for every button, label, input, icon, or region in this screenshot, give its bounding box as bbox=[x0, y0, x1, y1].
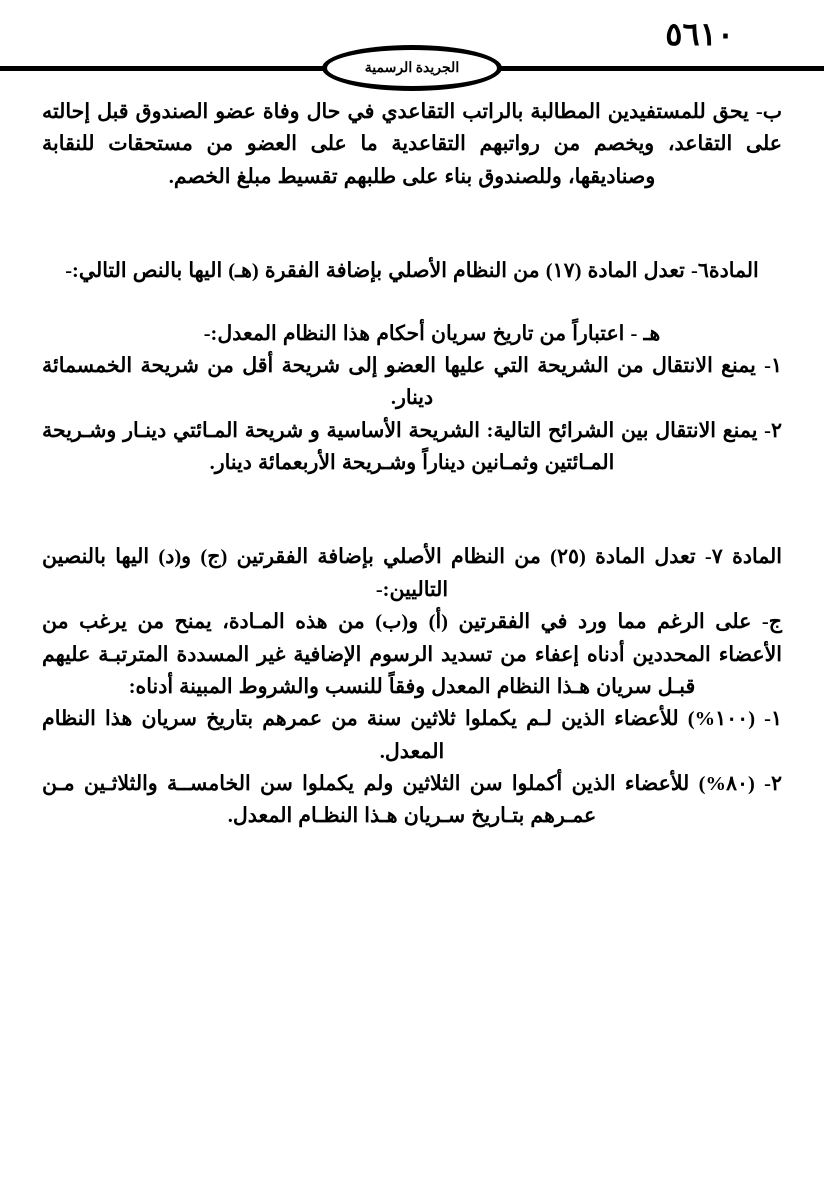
page-header bbox=[0, 0, 824, 92]
article-7-list-item-1: ١- (١٠٠%) للأعضاء الذين لـم يكملوا ثلاثين سنة من عمرهم بتاريخ سريان هذا النظام المعدل. bbox=[42, 708, 783, 763]
document-body bbox=[42, 96, 782, 833]
paragraph-b: ب- يحق للمستفيدين المطالبة بالراتب التقاعدي في حال وفاة عضو الصندوق قبل إحالته على التقاعد، ويخصم من رواتبهم التقاعدية ما على العضو من مستحقات للنقابة وصناديقها، وللصندوق بناء على طلبهم تقسيط مبلغ الخصم. bbox=[42, 101, 782, 188]
article-7-paragraph-j: ج- على الرغم مما ورد في الفقرتين (أ) و(ب) من هذه المـادة، يمنح من يرغب من الأعضاء المحددين أدناه إعفاء من تسديد الرسوم الإضافية غير المسددة المترتبـة عليهم قبـل سريان هـذا النظام المعدل وفقاً للنسب والشروط المبينة أدناه: bbox=[42, 611, 782, 698]
paragraph-spacer bbox=[42, 288, 782, 318]
article-7-heading: المادة ٧- تعدل المادة (٢٥) من النظام الأصلي بإضافة الفقرتين (ج) و(د) اليها بالنصين التاليين:- bbox=[42, 546, 782, 601]
article-6-sub-paragraph-h: هـ - اعتباراً من تاريخ سريان أحكام هذا النظام المعدل:- bbox=[203, 322, 661, 345]
article-7-list-item-2: ٢- (٨٠%) للأعضاء الذين أكملوا سن الثلاثين ولم يكملوا سن الخامســة والثلاثـين مـن عمـرهم بتـاريخ سـريان هـذا النظـام المعدل. bbox=[42, 773, 782, 828]
article-6-list-item-2: ٢- يمنع الانتقال بين الشرائح التالية: الشريحة الأساسية و شريحة المـائتي دينـار وشـريحة المـائتين وثمـانين ديناراً وشـريحة الأربعمائة دينار. bbox=[42, 419, 782, 474]
article-6-heading: المادة٦- تعدل المادة (١٧) من النظام الأصلي بإضافة الفقرة (هـ) اليها بالنص التالي:- bbox=[65, 260, 759, 283]
section-spacer bbox=[42, 193, 782, 255]
gazette-badge bbox=[322, 45, 502, 91]
section-spacer bbox=[42, 479, 782, 541]
gazette-badge-label: الجريدة الرسمية bbox=[364, 60, 460, 76]
page-number: ٥٦١٠ bbox=[665, 16, 734, 52]
article-6-list-item-1: ١- يمنع الانتقال من الشريحة التي عليها العضو إلى شريحة أقل من شريحة الخمسمائة دينار. bbox=[42, 354, 782, 410]
